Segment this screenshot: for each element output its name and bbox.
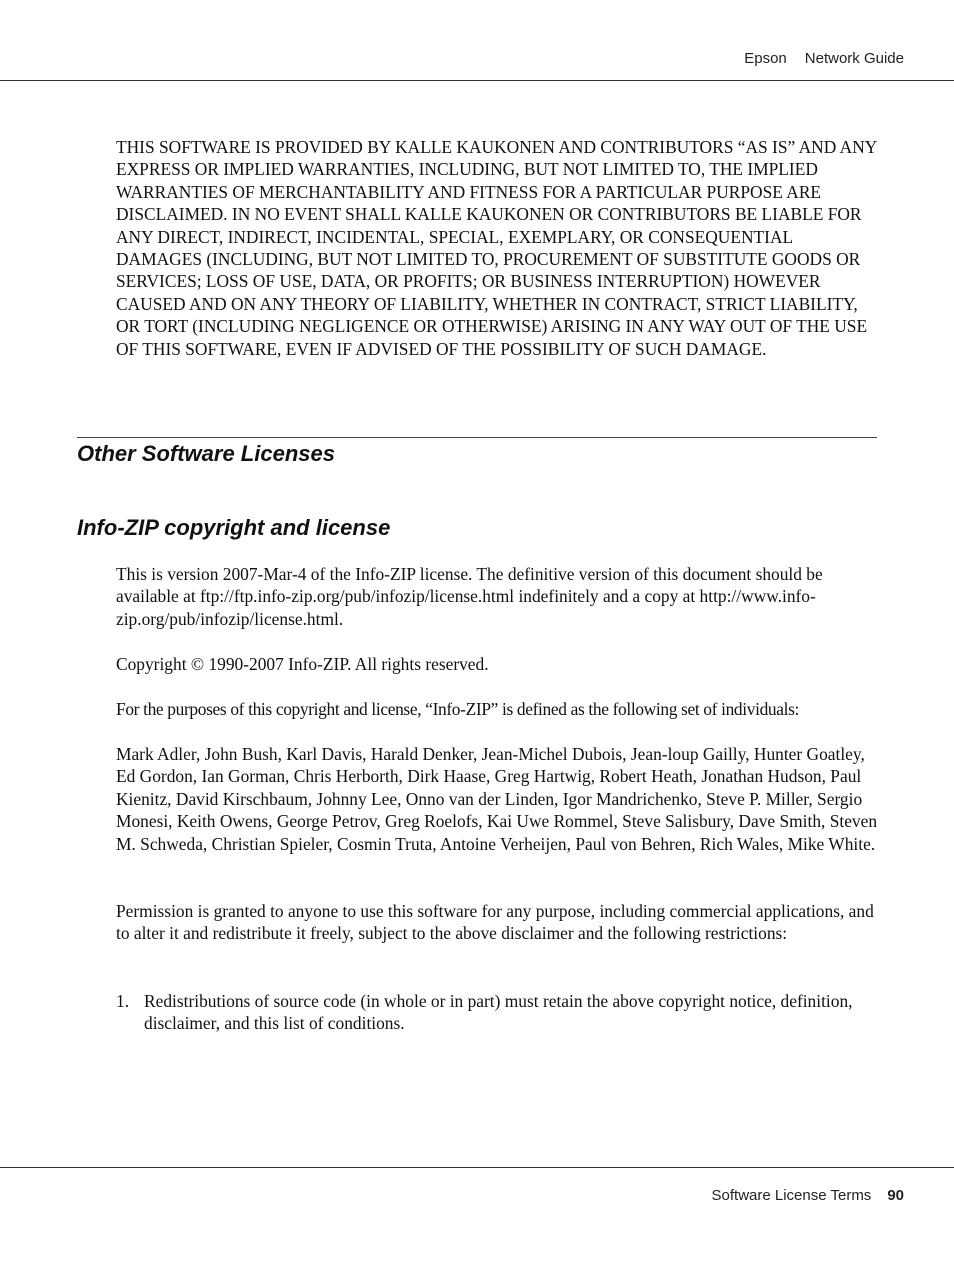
list-item xyxy=(116,990,880,1035)
footer-rule xyxy=(0,1167,954,1168)
license-version-paragraph: This is version 2007-Mar-4 of the Info-ZIP license. The definitive version of this document should be available at ftp://ftp.info-zip.org/pub/infozip/license.html indefinitely and a copy at http://www.info-zip.org/pub/infozip/license.html. xyxy=(116,564,823,629)
contributors-paragraph: Mark Adler, John Bush, Karl Davis, Harald Denker, Jean-Michel Dubois, Jean-loup Gailly, Hunter Goatley, Ed Gordon, Ian Gorman, Chris Herborth, Dirk Haase, Greg Hartwig, Robert Heath, Jonathan Hudson, Paul Kienitz, David Kirschbaum, Johnny Lee, Onno van der Linden, Igor Mandrichenko, Steve P. Miller, Sergio Monesi, Keith Owens, George Petrov, Greg Roelofs, Kai Uwe Rommel, Steve Salisbury, Dave Smith, Steven M. Schweda, Christian Spieler, Cosmin Truta, Antoine Verheijen, Paul von Behren, Rich Wales, Mike White. xyxy=(116,744,878,854)
running-footer xyxy=(712,1187,904,1204)
section-heading: Other Software Licenses xyxy=(77,441,335,466)
header-brand: Epson xyxy=(744,50,787,67)
list-item-text: Redistributions of source code (in whole or in part) must retain the above copyright notice, definition, disclaimer, and this list of conditions. xyxy=(144,991,853,1034)
header-guide-title: Network Guide xyxy=(804,50,904,67)
running-header xyxy=(744,50,904,67)
subsection-heading: Info-ZIP copyright and license xyxy=(77,515,391,540)
page-number: 90 xyxy=(887,1187,904,1204)
header-rule xyxy=(0,80,954,81)
disclaimer-paragraph: THIS SOFTWARE IS PROVIDED BY KALLE KAUKONEN AND CONTRIBUTORS “AS IS” AND ANY EXPRESS OR IMPLIED WARRANTIES, INCLUDING, BUT NOT LIMITED TO, THE IMPLIED WARRANTIES OF MERCHANTABILITY AND FITNESS FOR A PARTICULAR PURPOSE ARE DISCLAIMED. IN NO EVENT SHALL KALLE KAUKONEN OR CONTRIBUTORS BE LIABLE FOR ANY DIRECT, INDIRECT, INCIDENTAL, SPECIAL, EXEMPLARY, OR CONSEQUENTIAL DAMAGES (INCLUDING, BUT NOT LIMITED TO, PROCUREMENT OF SUBSTITUTE GOODS OR SERVICES; LOSS OF USE, DATA, OR PROFITS; OR BUSINESS INTERRUPTION) HOWEVER CAUSED AND ON ANY THEORY OF LIABILITY, WHETHER IN CONTRACT, STRICT LIABILITY, OR TORT (INCLUDING NEGLIGENCE OR OTHERWISE) ARISING IN ANY WAY OUT OF THE USE OF THIS SOFTWARE, EVEN IF ADVISED OF THE POSSIBILITY OF SUCH DAMAGE. xyxy=(116,137,877,359)
section-divider xyxy=(77,437,877,438)
conditions-list xyxy=(116,990,880,1035)
list-item-number: 1. xyxy=(116,991,130,1011)
permission-paragraph: Permission is granted to anyone to use this software for any purpose, including commercial applications, and to alter it and redistribute it freely, subject to the above disclaimer and the following restrictions: xyxy=(116,901,874,944)
definition-paragraph: For the purposes of this copyright and license, “Info-ZIP” is defined as the following set of individuals: xyxy=(116,699,800,719)
copyright-paragraph: Copyright © 1990-2007 Info-ZIP. All rights reserved. xyxy=(116,654,489,674)
footer-section-title: Software License Terms xyxy=(711,1187,872,1204)
